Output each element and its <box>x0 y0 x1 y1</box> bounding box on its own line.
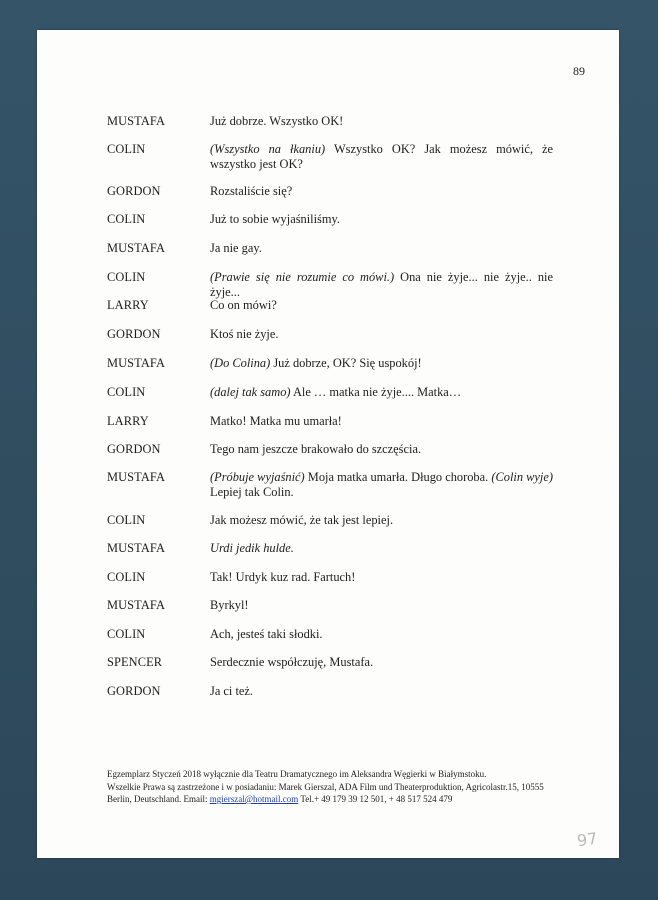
dialogue-line <box>210 270 553 300</box>
dialogue-line <box>210 241 553 256</box>
speaker-name: MUSTAFA <box>107 598 165 612</box>
speaker-name: COLIN <box>107 513 146 527</box>
line-text: Tego nam jeszcze brakowało do szczęścia. <box>210 442 422 456</box>
line-text: Ja nie gay. <box>210 241 262 255</box>
speaker-name: COLIN <box>107 270 146 284</box>
footer-phone: Tel.+ 49 179 39 12 501, + 48 517 524 479 <box>298 794 453 804</box>
stage-direction: (Do Colina) <box>210 356 271 370</box>
dialogue-line <box>210 570 553 585</box>
dialogue-line <box>210 513 553 528</box>
stage-direction: Urdi jedik hulde. <box>210 541 294 555</box>
line-text: Już dobrze, OK? Się uspokój! <box>270 356 422 370</box>
dialogue-line <box>210 212 553 227</box>
dialogue-line <box>210 385 553 400</box>
footer-line-2: Wszelkie Prawa są zastrzeżone i w posiadaniu: Marek Gierszal, ADA Film und Theaterproduktion, Agricolastr.15, 10555 <box>107 781 544 792</box>
speaker-name: MUSTAFA <box>107 241 165 255</box>
speaker-name: SPENCER <box>107 655 163 669</box>
line-text: Byrkyl! <box>210 598 249 612</box>
speaker-name: COLIN <box>107 570 146 584</box>
line-text: Ach, jesteś taki słodki. <box>210 627 323 641</box>
dialogue-line <box>210 414 553 429</box>
dialogue-line <box>210 598 553 613</box>
dialogue-line <box>210 655 553 670</box>
line-text: Ja ci też. <box>210 684 253 698</box>
line-text: Rozstaliście się? <box>210 184 293 198</box>
stage-direction: (Colin wyje) <box>491 470 553 484</box>
speaker-name: GORDON <box>107 327 161 341</box>
speaker-name: COLIN <box>107 142 146 156</box>
dialogue-line <box>210 142 553 172</box>
speaker-name: MUSTAFA <box>107 356 165 370</box>
speaker-name: COLIN <box>107 385 146 399</box>
footer-line-1: Egzemplarz Styczeń 2018 wyłącznie dla Teatru Dramatycznego im Aleksandra Węgierki w Białymstoku. <box>107 769 487 779</box>
stage-direction: (Próbuje wyjaśnić) <box>210 470 305 484</box>
dialogue-line <box>210 298 553 313</box>
email-link[interactable]: mgierszal@hotmail.com <box>209 794 299 804</box>
line-text: Lepiej tak Colin. <box>210 485 294 499</box>
speaker-name: GORDON <box>107 684 161 698</box>
speaker-name: GORDON <box>107 184 161 198</box>
script-page <box>37 30 619 858</box>
speaker-name: MUSTAFA <box>107 470 165 484</box>
line-text: Wszystko OK? Jak możesz mówić, że wszystko jest OK? <box>210 142 554 171</box>
speaker-name: GORDON <box>107 442 161 456</box>
speaker-name: LARRY <box>107 298 149 312</box>
speaker-name: LARRY <box>107 414 149 428</box>
dialogue-line <box>210 627 553 642</box>
dialogue-line <box>210 184 553 199</box>
dialogue-line <box>210 541 553 556</box>
line-text: Już dobrze. Wszystko OK! <box>210 114 344 128</box>
page-number: 89 <box>573 64 585 78</box>
line-text: Tak! Urdyk kuz rad. Fartuch! <box>210 570 356 584</box>
line-text: Ktoś nie żyje. <box>210 327 279 341</box>
copyright-footer <box>107 768 547 806</box>
dialogue-line <box>210 327 553 342</box>
speaker-name: MUSTAFA <box>107 114 165 128</box>
speaker-name: COLIN <box>107 212 146 226</box>
line-text: Serdecznie współczuję, Mustafa. <box>210 655 374 669</box>
stage-direction: (Prawie się nie rozumie co mówi.) <box>210 270 395 284</box>
dialogue-line <box>210 470 553 500</box>
line-text: Już to sobie wyjaśniliśmy. <box>210 212 340 226</box>
dialogue-line <box>210 442 553 457</box>
footer-line-3 <box>107 793 547 806</box>
footer-address: Berlin, Deutschland. Email: <box>107 794 210 804</box>
dialogue-line <box>210 356 553 371</box>
line-text: Ale … matka nie żyje.... Matka… <box>290 385 462 399</box>
stage-direction: (Wszystko na łkaniu) <box>210 142 326 156</box>
dialogue-line <box>210 684 553 699</box>
dialogue-line <box>210 114 553 129</box>
line-text: Co on mówi? <box>210 298 277 312</box>
line-text: Moja matka umarła. Długo choroba. <box>304 470 492 484</box>
speaker-name: COLIN <box>107 627 146 641</box>
line-text: Jak możesz mówić, że tak jest lepiej. <box>210 513 394 527</box>
line-text: Matko! Matka mu umarła! <box>210 414 342 428</box>
stage-direction: (dalej tak samo) <box>210 385 291 399</box>
handwritten-page-mark: 97 <box>575 828 599 851</box>
line-text: Ona nie żyje... nie żyje.. nie żyje... <box>210 270 553 299</box>
speaker-name: MUSTAFA <box>107 541 165 555</box>
